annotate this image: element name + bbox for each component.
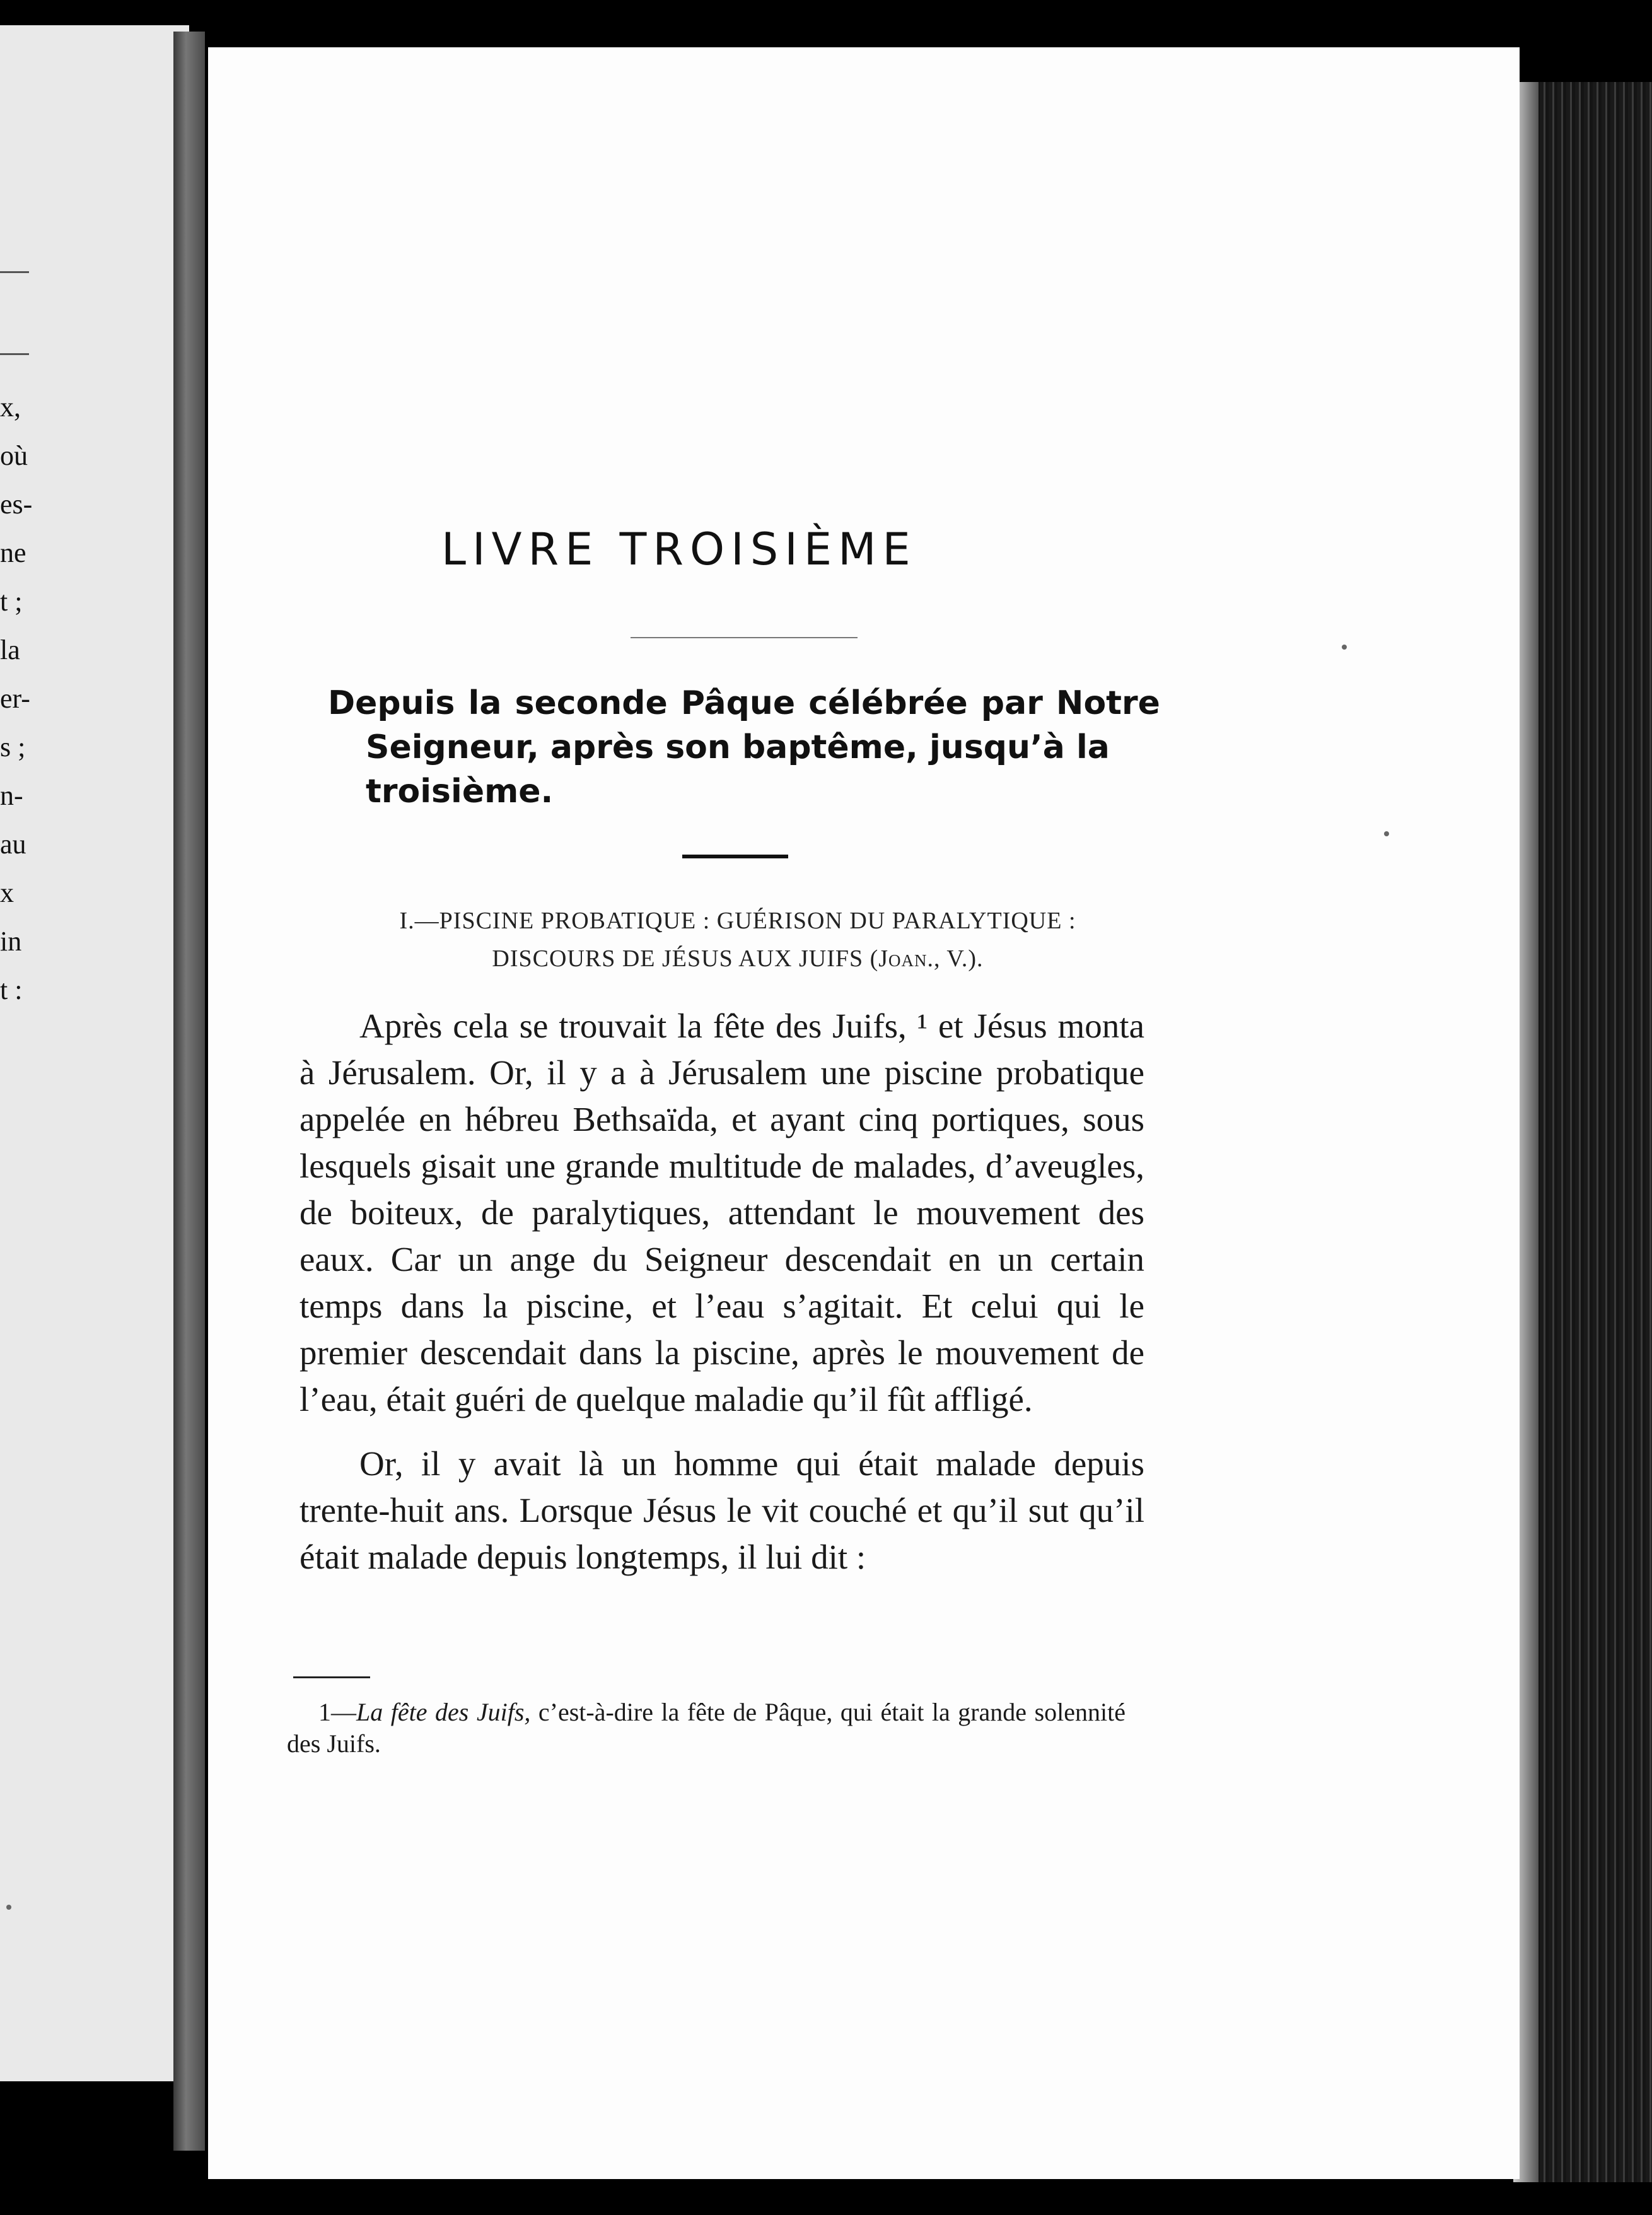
left-page-fragment: la — [0, 634, 20, 665]
left-page-fragment: in — [0, 926, 22, 957]
subtitle-rule — [682, 855, 788, 858]
left-page-fragment: au — [0, 829, 26, 860]
footnote — [287, 1697, 1126, 1760]
section-heading-line: I.—PISCINE PROBATIQUE : GUÉRISON DU PARALYTIQUE : — [399, 908, 1076, 934]
left-page-strip — [0, 25, 189, 2081]
left-page-fragment: es- — [0, 489, 33, 520]
section-heading — [328, 902, 1148, 978]
subtitle-word: Depuis — [328, 684, 455, 722]
paragraph: Or, il y avait là un homme qui était malade depuis trente-huit ans. Lorsque Jésus le vit couché et qu’il sut qu’il était malade depuis longtemps, il lui dit : — [300, 1444, 1144, 1576]
subtitle-word: seconde — [515, 684, 668, 722]
book-gutter — [173, 32, 205, 2151]
footnote-rule — [293, 1676, 370, 1678]
title-rule — [631, 637, 858, 638]
subtitle-line: Seigneur, après son baptême, jusqu’à la — [366, 728, 1110, 766]
left-page-fragment: x, — [0, 392, 21, 423]
left-page-fragment: s ; — [0, 732, 26, 763]
subtitle-line — [328, 681, 1160, 725]
left-page-fragment: où — [0, 440, 28, 471]
book-title: LIVRE TROISIÈME — [441, 523, 917, 575]
body-text — [300, 1003, 1144, 1581]
section-heading-line: DISCOURS DE JÉSUS AUX JUIFS (Joan., V.). — [492, 945, 984, 972]
paper-speck — [1342, 645, 1347, 650]
subtitle-word: célébrée — [808, 684, 968, 722]
subtitle-word: Notre — [1056, 684, 1160, 722]
left-page-rule — [0, 271, 29, 273]
footnote-italic: La fête des Juifs, — [356, 1698, 531, 1726]
paper-speck — [1384, 831, 1389, 836]
book-subtitle — [328, 681, 1160, 814]
subtitle-word: Pâque — [680, 684, 796, 722]
paper-speck — [6, 1905, 11, 1910]
left-page-fragment: er- — [0, 683, 30, 714]
paragraph: Après cela se trouvait la fête des Juifs, ¹ et Jésus monta à Jérusalem. Or, il y a à Jérusalem une piscine probatique appelée en hébreu Bethsaïda, et ayant cinq portiques, sous lesquels gisait une grande multitude de malades, d’aveugles, de boiteux, de paralytiques, attendant le mouvement des eaux. Car un ange du Seigneur descendait en un certain temps dans la piscine, et l’eau s’agitait. Et celui qui le premier descendait dans la piscine, après le mouvement de l’eau, était guéri de quelque maladie qu’il fût affligé. — [300, 1007, 1144, 1418]
subtitle-line: troisième. — [366, 773, 554, 810]
footnote-text: c’est-à-dire la fête de Pâque, qui était la grande solennité des Juifs. — [287, 1698, 1126, 1758]
footnote-number: 1— — [318, 1698, 356, 1726]
subtitle-word: la — [468, 684, 502, 722]
subtitle-word: par — [980, 684, 1043, 722]
left-page-fragment: x — [0, 877, 14, 908]
left-page-rule — [0, 353, 29, 355]
left-page-fragment: ne — [0, 537, 26, 568]
left-page-fragment: t ; — [0, 586, 23, 617]
left-page-fragment: n- — [0, 780, 23, 811]
left-page-fragment: t : — [0, 974, 23, 1005]
